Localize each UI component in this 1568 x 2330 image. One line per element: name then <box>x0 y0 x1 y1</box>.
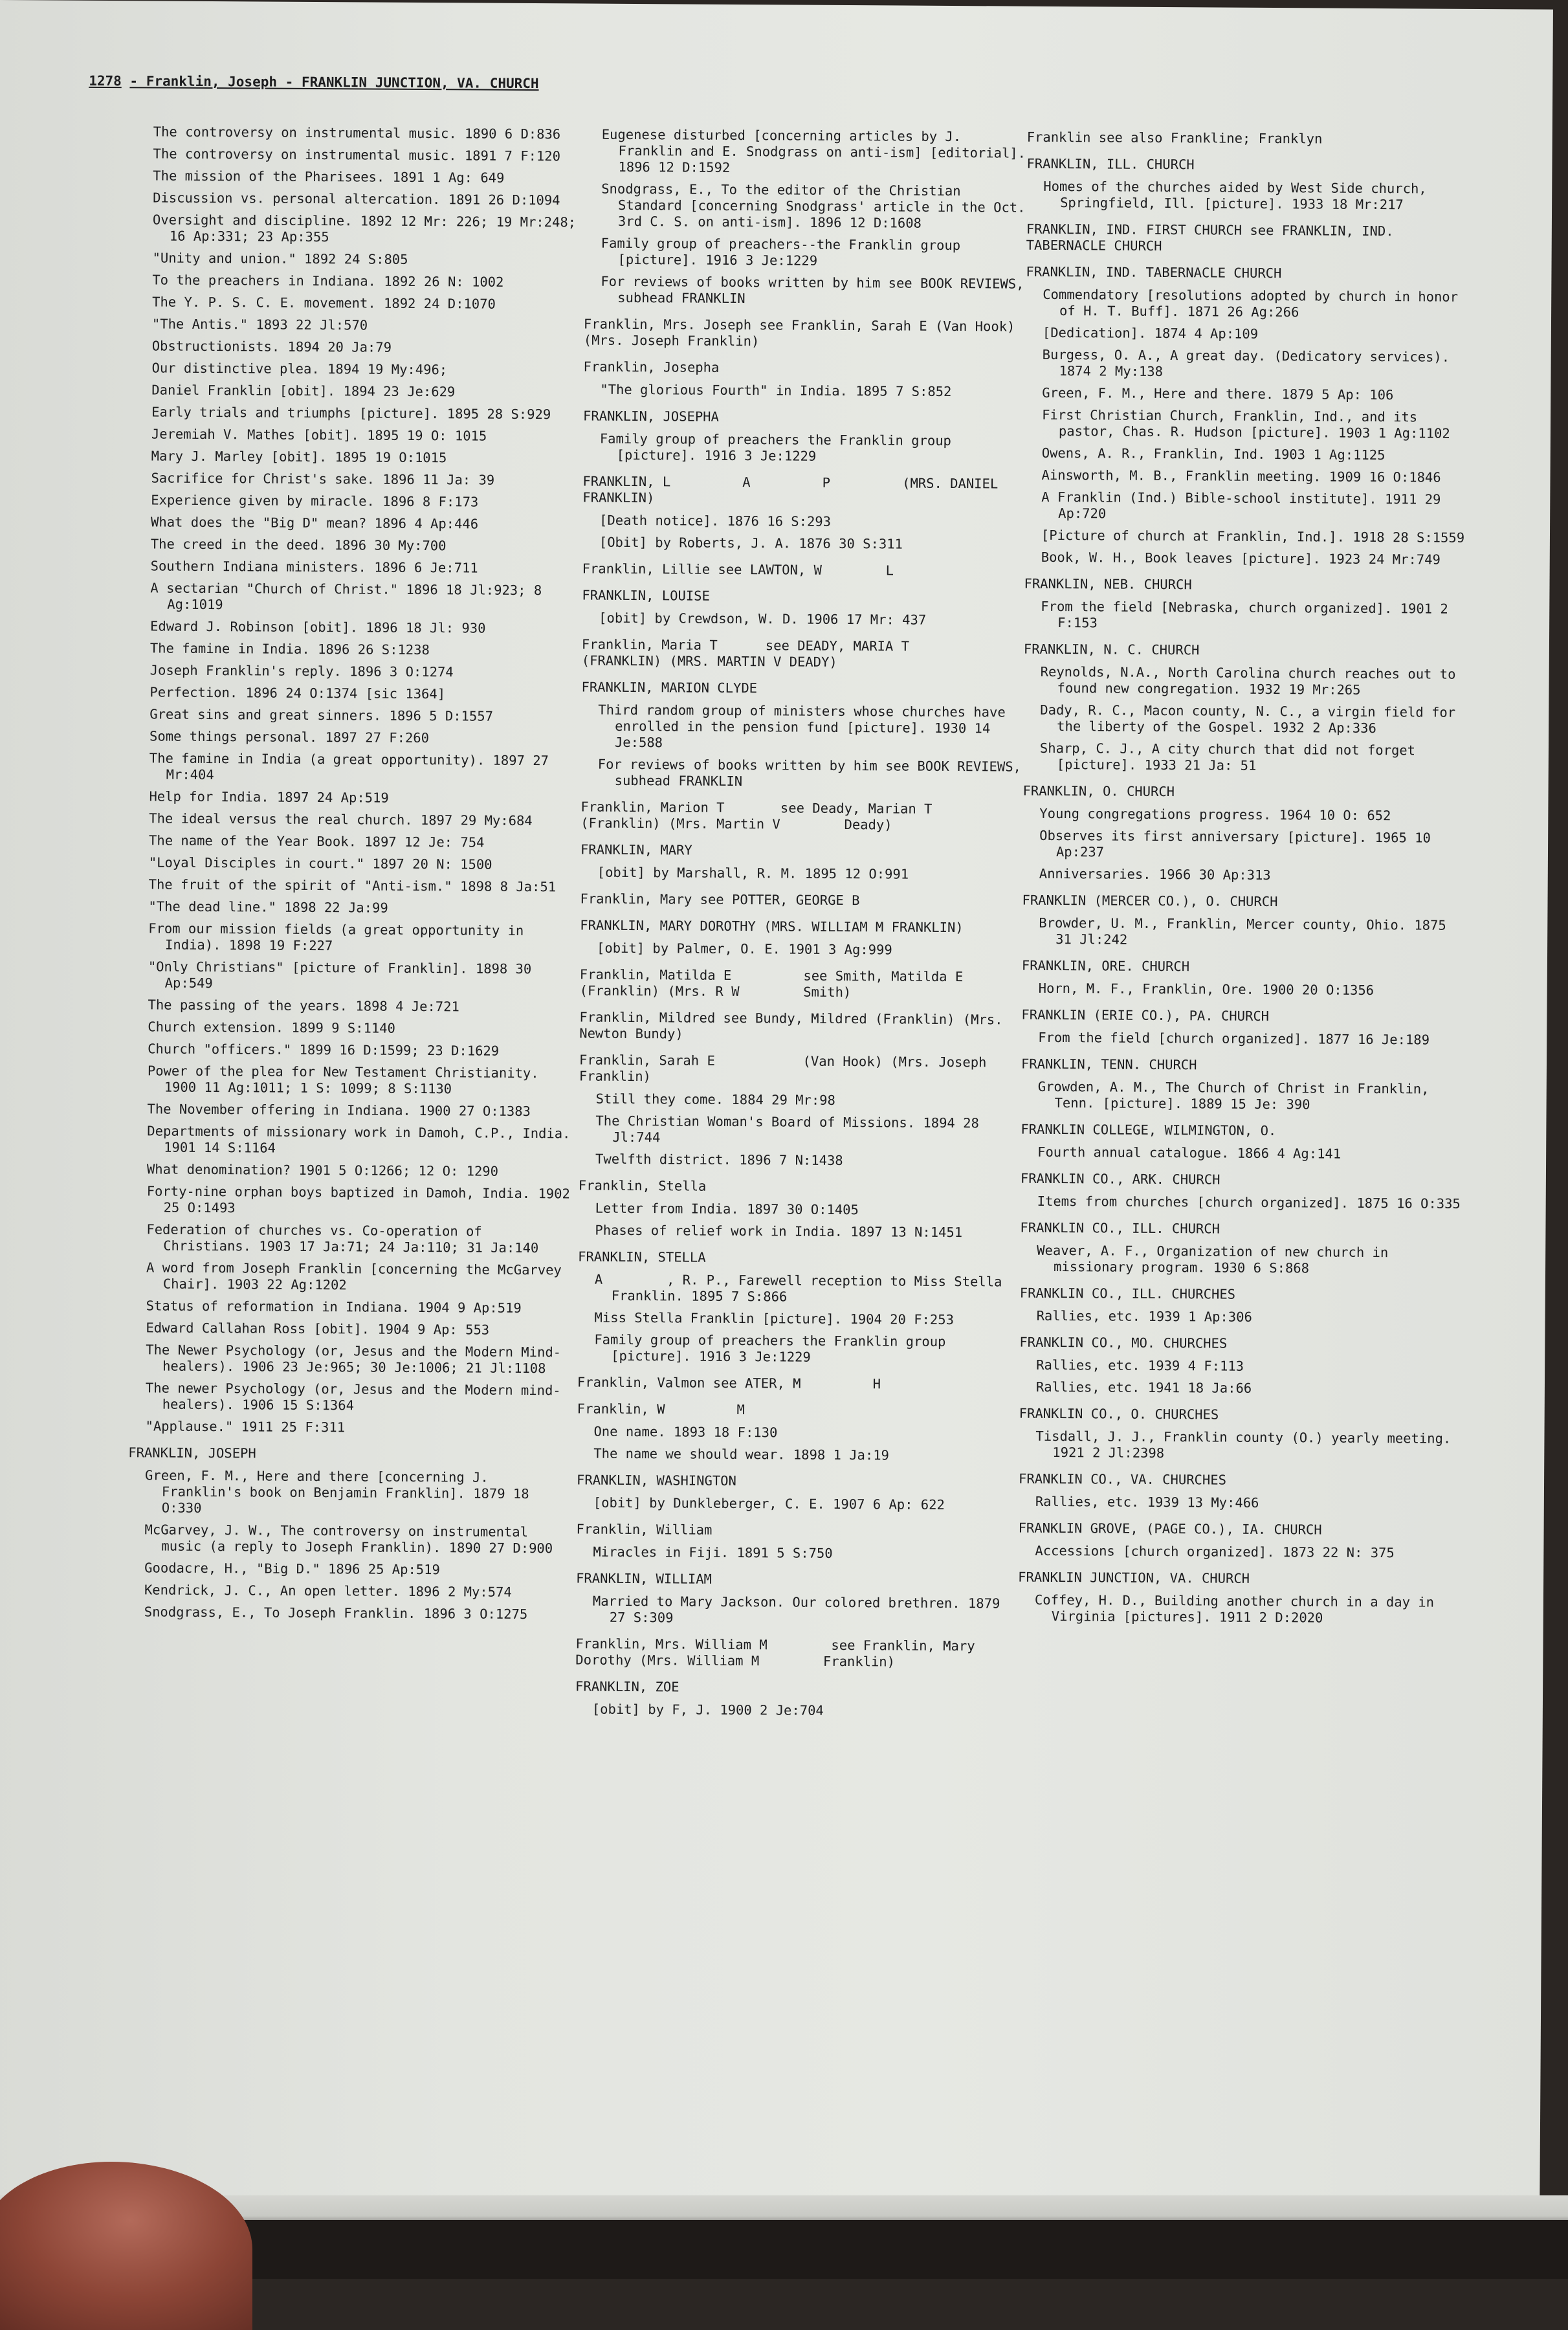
citation-entry: The ideal versus the real church. 1897 29 My:684 <box>149 810 533 829</box>
citation-entry: Tisdall, J. J., Franklin county (O.) yearly meeting. 1921 2 Jl:2398 <box>1035 1428 1459 1461</box>
citation-entry: A , R. P., Farewell reception to Miss Stella Franklin. 1895 7 S:866 <box>594 1271 1010 1305</box>
index-heading: Franklin, Josepha <box>583 359 720 375</box>
citation-entry: A Franklin (Ind.) Bible-school institute]. 1911 29 Ap:720 <box>1041 489 1449 522</box>
index-heading: FRANKLIN CO., ILL. CHURCHES <box>1019 1285 1236 1302</box>
citation-entry: The Y. P. S. C. E. movement. 1892 24 D:1070 <box>152 294 496 312</box>
citation-entry: Burgess, O. A., A great day. (Dedicatory services). 1874 2 My:138 <box>1042 346 1458 379</box>
citation-entry: The Christian Woman's Board of Missions. 1894 28 Jl:744 <box>595 1113 988 1146</box>
index-heading: FRANKLIN (ERIE CO.), PA. CHURCH <box>1021 1006 1270 1025</box>
index-column-2 <box>575 126 1035 1726</box>
citation-entry: To the preachers in Indiana. 1892 26 N: 1002 <box>152 272 504 290</box>
citation-entry: The famine in India (a great opportunity). 1897 27 Mr:404 <box>149 750 557 783</box>
citation-entry: Homes of the churches aided by West Side church, Springfield, Ill. [picture]. 1933 18 Mr:217 <box>1043 178 1435 213</box>
index-heading: FRANKLIN GROVE, (PAGE CO.), IA. CHURCH <box>1018 1520 1322 1538</box>
citation-entry: Family group of preachers the Franklin group [picture]. 1916 3 Je:1229 <box>599 430 960 464</box>
index-heading: FRANKLIN, MARY DOROTHY (MRS. WILLIAM M FRANKLIN) <box>580 917 964 936</box>
citation-entry: Snodgrass, E., To the editor of the Christian Standard [concerning Snodgrass' article in the Oct. 3rd C. S. on anti-ism]. 1896 12 D:1608 <box>601 181 1033 231</box>
citation-entry: For reviews of books written by him see BOOK REVIEWS, subhead FRANKLIN <box>601 273 1032 307</box>
citation-entry: Owens, A. R., Franklin, Ind. 1903 1 Ag:1125 <box>1041 445 1386 463</box>
citation-entry: Dady, R. C., Macon county, N. C., a virgin field for the liberty of the Gospel. 1932 2 Ap:336 <box>1040 702 1464 737</box>
index-heading: FRANKLIN, JOSEPH <box>128 1445 256 1461</box>
citation-entry: "Only Christians" [picture of Franklin]. 1898 30 Ap:549 <box>148 959 540 992</box>
index-heading: FRANKLIN, O. CHURCH <box>1022 782 1175 800</box>
citation-entry: What denomination? 1901 5 O:1266; 12 O: 1290 <box>146 1161 499 1179</box>
index-heading: FRANKLIN, ILL. CHURCH <box>1026 155 1195 173</box>
citation-entry: [Obit] by Roberts, J. A. 1876 30 S:311 <box>599 534 903 552</box>
index-heading: FRANKLIN, IND. TABERNACLE CHURCH <box>1026 263 1282 282</box>
citation-entry: Items from churches [church organized]. 1875 16 O:335 <box>1037 1193 1461 1212</box>
index-heading: FRANKLIN CO., ARK. CHURCH <box>1020 1170 1220 1188</box>
citation-entry: Rallies, etc. 1939 4 F:113 <box>1036 1357 1244 1374</box>
citation-entry: Great sins and great sinners. 1896 5 D:1557 <box>149 706 494 724</box>
citation-entry: Daniel Franklin [obit]. 1894 23 Je:629 <box>151 382 456 400</box>
citation-entry: [Dedication]. 1874 4 Ap:109 <box>1042 324 1259 342</box>
citation-entry: The mission of the Pharisees. 1891 1 Ag: 649 <box>153 168 505 186</box>
citation-entry: Eugenese disturbed [concerning articles by J. Franklin and E. Snodgrass on anti-ism] [editorial]. 1896 12 D:1592 <box>601 126 1034 175</box>
citation-entry: Rallies, etc. 1941 18 Ja:66 <box>1035 1379 1252 1396</box>
citation-entry: Third random group of ministers whose churches have enrolled in the pension fund [picture]. 1930 14 Je:588 <box>598 702 1014 751</box>
citation-entry: Help for India. 1897 24 Ap:519 <box>149 788 389 806</box>
citation-entry: Anniversaries. 1966 30 Ap:313 <box>1039 865 1271 883</box>
citation-entry: Early trials and triumphs [picture]. 1895 28 S:929 <box>151 404 551 423</box>
citation-entry: Book, W. H., Book leaves [picture]. 1923 24 Mr:749 <box>1041 549 1441 568</box>
citation-entry: Family group of preachers the Franklin group [picture]. 1916 3 Je:1229 <box>594 1331 954 1365</box>
citation-entry: [obit] by Palmer, O. E. 1901 3 Ag:999 <box>596 940 892 958</box>
citation-entry: The famine in India. 1896 26 S:1238 <box>149 640 430 658</box>
citation-entry: [obit] by F, J. 1900 2 Je:704 <box>591 1701 824 1718</box>
citation-entry: The controversy on instrumental music. 1891 7 F:120 <box>153 146 561 164</box>
index-heading: FRANKLIN, ORE. CHURCH <box>1021 957 1190 975</box>
citation-entry: Our distinctive plea. 1894 19 My:496; <box>151 360 448 378</box>
citation-entry: [Death notice]. 1876 16 S:293 <box>599 512 832 529</box>
citation-entry: The passing of the years. 1898 4 Je:721 <box>148 997 459 1015</box>
index-heading: FRANKLIN, N. C. CHURCH <box>1023 641 1200 658</box>
citation-entry: Rallies, etc. 1939 1 Ap:306 <box>1036 1307 1252 1325</box>
index-heading: FRANKLIN, LOUISE <box>582 587 710 604</box>
citation-entry: One name. 1893 18 F:130 <box>593 1423 778 1441</box>
citation-entry: McGarvey, J. W., The controversy on instrumental music (a reply to Joseph Franklin). 1890 27 D:900 <box>144 1522 553 1557</box>
citation-entry: "The glorious Fourth" in India. 1895 7 S:852 <box>600 381 952 399</box>
index-column-3 <box>1018 129 1474 1633</box>
citation-entry: Still they come. 1884 29 Mr:98 <box>595 1091 835 1108</box>
index-heading: Franklin, Mary see POTTER, GEORGE B <box>580 891 860 909</box>
index-column-1 <box>127 124 583 1628</box>
citation-entry: Reynolds, N.A., North Carolina church reaches out to found new congregation. 1932 19 Mr:265 <box>1040 663 1464 698</box>
index-heading: FRANKLIN JUNCTION, VA. CHURCH <box>1018 1569 1250 1586</box>
citation-entry: From our mission fields (a great opportunity in India). 1898 19 F:227 <box>148 920 532 954</box>
citation-entry: Federation of churches vs. Co-operation of Christians. 1903 17 Ja:71; 24 Ja:110; 31 Ja:140 <box>146 1221 539 1256</box>
citation-entry: First Christian Church, Franklin, Ind., and its pastor, Chas. R. Hudson [picture]. 1903 1 Ag:1102 <box>1042 406 1450 441</box>
citation-entry: Growden, A. M., The Church of Christ in Franklin, Tenn. [picture]. 1889 15 Je: 390 <box>1037 1078 1437 1113</box>
page-number: 1278 <box>89 72 122 89</box>
citation-entry: Accessions [church organized]. 1873 22 N: 375 <box>1035 1542 1395 1561</box>
index-heading: FRANKLIN CO., O. CHURCHES <box>1019 1405 1219 1423</box>
index-heading: Franklin, Stella <box>578 1177 707 1194</box>
citation-entry: Weaver, A. F., Organization of new church in missionary program. 1930 6 S:868 <box>1037 1242 1397 1276</box>
index-heading: FRANKLIN, WILLIAM <box>576 1570 712 1587</box>
citation-entry: Miracles in Fiji. 1891 5 S:750 <box>593 1544 833 1561</box>
index-heading: FRANKLIN, STELLA <box>578 1248 706 1265</box>
citation-entry: Phases of relief work in India. 1897 13 N:1451 <box>595 1222 963 1241</box>
index-heading: Franklin, Valmon see ATER, M H <box>577 1374 881 1392</box>
index-heading: FRANKLIN, MARY <box>580 841 692 858</box>
citation-entry: Edward Callahan Ross [obit]. 1904 9 Ap: 553 <box>146 1320 490 1338</box>
citation-entry: Oversight and discipline. 1892 12 Mr: 226; 19 Mr:248; 16 Ap:331; 23 Ap:355 <box>152 212 584 245</box>
citation-entry: The newer Psychology (or, Jesus and the Modern mind-healers). 1906 15 S:1364 <box>145 1380 561 1414</box>
citation-entry: The name of the Year Book. 1897 12 Je: 754 <box>148 832 485 850</box>
citation-entry: Departments of missionary work in Damoh, C.P., India. 1901 14 S:1164 <box>147 1123 579 1156</box>
citation-entry: Twelfth district. 1896 7 N:1438 <box>595 1151 843 1168</box>
citation-entry: From the field [Nebraska, church organized]. 1901 2 F:153 <box>1041 598 1457 631</box>
citation-entry: Ainsworth, M. B., Franklin meeting. 1909 16 O:1846 <box>1041 467 1441 485</box>
citation-entry: [obit] by Crewdson, W. D. 1906 17 Mr: 437 <box>599 610 927 628</box>
citation-entry: Joseph Franklin's reply. 1896 3 O:1274 <box>149 662 454 680</box>
citation-entry: Sacrifice for Christ's sake. 1896 11 Ja: 39 <box>151 470 495 488</box>
index-heading: FRANKLIN (MERCER CO.), O. CHURCH <box>1022 892 1278 910</box>
citation-entry: The creed in the deed. 1896 30 My:700 <box>150 536 447 554</box>
citation-entry: Young congregations progress. 1964 10 O: 652 <box>1039 805 1391 824</box>
citation-entry: A word from Joseph Franklin [concerning the McGarvey Chair]. 1903 22 Ag:1202 <box>146 1259 570 1293</box>
running-header <box>89 73 539 91</box>
index-heading: FRANKLIN, NEB. CHURCH <box>1024 575 1192 593</box>
index-heading: Franklin, Mrs. Joseph see Franklin, Sarah E (Van Hook) (Mrs. Joseph Franklin) <box>583 316 1023 350</box>
citation-entry: Power of the plea for New Testament Christianity. 1900 11 Ag:1011; 1 S: 1099; 8 S:1130 <box>147 1063 547 1097</box>
citation-entry: [obit] by Dunkleberger, C. E. 1907 6 Ap: 622 <box>593 1494 945 1513</box>
citation-entry: "Applause." 1911 25 F:311 <box>145 1418 346 1436</box>
citation-entry: Goodacre, H., "Big D." 1896 25 Ap:519 <box>144 1560 440 1578</box>
citation-entry: Obstructionists. 1894 20 Ja:79 <box>151 338 392 355</box>
index-heading: Franklin, Mildred see Bundy, Mildred (Franklin) (Mrs. Newton Bundy) <box>579 1009 1011 1042</box>
citation-entry: "Unity and union." 1892 24 S:805 <box>152 250 408 267</box>
citation-entry: Southern Indiana ministers. 1896 6 Je:711 <box>150 558 478 576</box>
citation-entry: "Loyal Disciples in court." 1897 20 N: 1500 <box>148 854 492 872</box>
citation-entry: Edward J. Robinson [obit]. 1896 18 Jl: 930 <box>150 618 486 636</box>
citation-entry: Green, F. M., Here and there [concerning J. Franklin's book on Benjamin Franklin]. 1879 18 O:330 <box>145 1467 538 1516</box>
citation-entry: Married to Mary Jackson. Our colored brethren. 1879 27 S:309 <box>592 1593 1008 1626</box>
index-heading: FRANKLIN CO., VA. CHURCHES <box>1019 1470 1227 1488</box>
index-heading: FRANKLIN COLLEGE, WILMINGTON, O. <box>1021 1121 1277 1139</box>
index-heading: Franklin, Lillie see LAWTON, W L <box>582 560 894 579</box>
index-heading: FRANKLIN, IND. FIRST CHURCH see FRANKLIN, IND. TABERNACLE CHURCH <box>1026 221 1402 254</box>
index-heading: Franklin see also Frankline; Franklyn <box>1026 129 1323 147</box>
citation-entry: "The Antis." 1893 22 Jl:570 <box>151 316 368 333</box>
citation-entry: The Newer Psychology (or, Jesus and the Modern Mind-healers). 1906 23 Je:965; 30 Je:1006; 21 Jl:1108 <box>146 1342 562 1377</box>
citation-entry: What does the "Big D" mean? 1896 4 Ap:446 <box>151 514 479 532</box>
citation-entry: Experience given by miracle. 1896 8 F:173 <box>151 492 479 510</box>
index-heading: Franklin, Matilda E see Smith, Matilda E (Franklin) (Mrs. R W Smith) <box>579 966 1035 1001</box>
citation-entry: "The dead line." 1898 22 Ja:99 <box>148 898 388 916</box>
index-heading: Franklin, Mrs. William M see Franklin, Mary Dorothy (Mrs. William M Franklin) <box>575 1636 984 1670</box>
citation-entry: Miss Stella Franklin [picture]. 1904 20 F:253 <box>594 1309 955 1328</box>
index-heading: FRANKLIN, ZOE <box>575 1678 679 1695</box>
citation-entry: Perfection. 1896 24 O:1374 [sic 1364] <box>149 684 446 702</box>
citation-entry: Discussion vs. personal altercation. 1891 26 D:1094 <box>153 190 560 208</box>
citation-entry: Some things personal. 1897 27 F:260 <box>149 728 430 746</box>
citation-entry: Letter from India. 1897 30 O:1405 <box>595 1200 859 1218</box>
index-heading: FRANKLIN, WASHINGTON <box>576 1472 736 1489</box>
citation-entry: Family group of preachers--the Franklin group [picture]. 1916 3 Je:1229 <box>601 235 969 269</box>
citation-entry: Snodgrass, E., To Joseph Franklin. 1896 3 O:1275 <box>144 1604 528 1623</box>
citation-entry: Forty-nine orphan boys baptized in Damoh, India. 1902 25 O:1493 <box>146 1183 579 1216</box>
citation-entry: Jeremiah V. Mathes [obit]. 1895 19 O: 1015 <box>151 426 487 444</box>
citation-entry: Kendrick, J. C., An open letter. 1896 2 My:574 <box>144 1582 512 1600</box>
index-heading: FRANKLIN, JOSEPHA <box>583 408 719 425</box>
index-heading: FRANKLIN, L A P (MRS. DANIEL FRANKLIN) <box>582 473 1006 506</box>
running-head-text: - Franklin, Joseph - FRANKLIN JUNCTION, VA. CHURCH <box>129 73 539 92</box>
citation-entry: Church "officers." 1899 16 D:1599; 23 D:1629 <box>148 1041 500 1059</box>
citation-entry: [Picture of church at Franklin, Ind.]. 1918 28 S:1559 <box>1041 527 1465 546</box>
citation-entry: For reviews of books written by him see BOOK REVIEWS, subhead FRANKLIN <box>597 756 1030 790</box>
index-heading: Franklin, Sarah E (Van Hook) (Mrs. Joseph Franklin) <box>579 1052 995 1085</box>
index-heading: Franklin, Maria T see DEADY, MARIA T (FRANKLIN) (MRS. MARTIN V DEADY) <box>581 636 958 670</box>
citation-entry: A sectarian "Church of Christ." 1896 18 Jl:923; 8 Ag:1019 <box>150 580 550 613</box>
citation-entry: From the field [church organized]. 1877 16 Je:189 <box>1038 1029 1430 1048</box>
citation-entry: Coffey, H. D., Building another church in a day in Virginia [pictures]. 1911 2 D:2020 <box>1034 1592 1442 1626</box>
index-heading: FRANKLIN, MARION CLYDE <box>581 679 758 696</box>
citation-entry: Status of reformation in Indiana. 1904 9 Ap:519 <box>146 1298 522 1316</box>
citation-entry: [obit] by Marshall, R. M. 1895 12 O:991 <box>597 864 909 882</box>
citation-entry: Church extension. 1899 9 S:1140 <box>148 1019 395 1036</box>
citation-entry: Fourth annual catalogue. 1866 4 Ag:141 <box>1037 1144 1342 1162</box>
citation-entry: Observes its first anniversary [picture]. 1965 10 Ap:237 <box>1039 827 1439 860</box>
citation-entry: Mary J. Marley [obit]. 1895 19 O:1015 <box>151 448 447 466</box>
index-heading: FRANKLIN CO., MO. CHURCHES <box>1019 1334 1228 1351</box>
citation-entry: The name we should wear. 1898 1 Ja:19 <box>593 1445 890 1463</box>
citation-entry: Browder, U. M., Franklin, Mercer county, Ohio. 1875 31 Jl:242 <box>1039 915 1455 948</box>
citation-entry: The November offering in Indiana. 1900 27 O:1383 <box>147 1101 531 1120</box>
citation-entry: The fruit of the spirit of "Anti-ism." 1898 8 Ja:51 <box>148 876 557 895</box>
citation-entry: Rallies, etc. 1939 13 My:466 <box>1035 1493 1259 1511</box>
citation-entry: The controversy on instrumental music. 1890 6 D:836 <box>153 124 561 142</box>
index-heading: FRANKLIN CO., ILL. CHURCH <box>1020 1219 1220 1237</box>
index-heading: Franklin, William <box>576 1521 712 1538</box>
citation-entry: Commendatory [resolutions adopted by church in honor of H. T. Buff]. 1871 26 Ag:266 <box>1043 286 1466 320</box>
index-heading: FRANKLIN, TENN. CHURCH <box>1021 1056 1197 1073</box>
citation-entry: Sharp, C. J., A city church that did not forget [picture]. 1933 21 Ja: 51 <box>1039 740 1424 773</box>
index-heading: Franklin, Marion T see Deady, Marian T (Franklin) (Mrs. Martin V Deady) <box>580 799 997 833</box>
citation-entry: Green, F. M., Here and there. 1879 5 Ap: 106 <box>1042 384 1394 403</box>
index-heading: Franklin, W M <box>577 1401 745 1418</box>
citation-entry: Horn, M. F., Franklin, Ore. 1900 20 O:1356 <box>1038 980 1375 998</box>
